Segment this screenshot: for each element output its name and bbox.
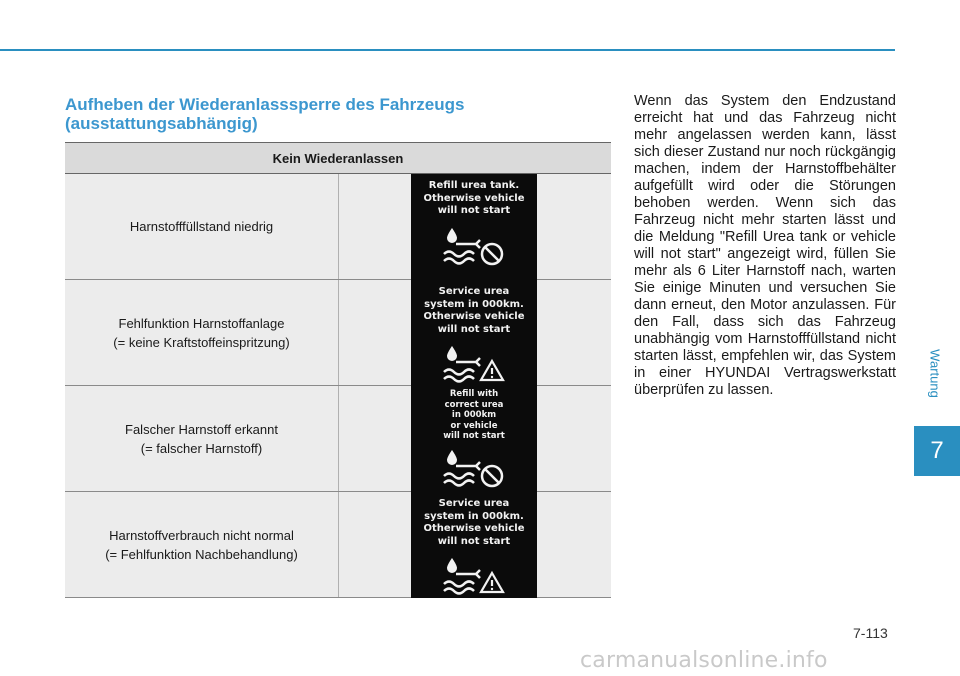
display-message-line: will not start bbox=[437, 535, 511, 547]
cluster-message-cell bbox=[339, 280, 612, 386]
display-message-line: correct urea bbox=[444, 399, 504, 410]
urea-no-start-icon bbox=[442, 446, 506, 490]
display-message-line: Otherwise vehicle bbox=[423, 192, 525, 204]
display-message-line: system in 000km. bbox=[424, 298, 524, 310]
display-message-line: Otherwise vehicle bbox=[423, 523, 525, 534]
display-message-line: system in 000km. bbox=[424, 510, 524, 522]
watermark: carmanualsonline.info bbox=[580, 648, 828, 673]
urea-warning-icon bbox=[442, 342, 506, 386]
cluster-display bbox=[411, 386, 537, 492]
body-paragraph: Wenn das System den Endzustand erreicht hat und das Fahrzeug nicht mehr angelassen werden kann, lässt sich dieser Zustand nur noch rückgängig machen, indem der Harnstoffbehälter aufgefüllt wird oder die Störungen behoben werden. Wenn sich das Fahrzeug nicht mehr starten lässt und die Meldung "Refill Urea tank or vehicle will not start" angezeigt wird, füllen Sie mehr als 6 Liter Harnstoff nach, warten Sie einige Minuten und versuchen Sie dann erneut, den Motor anzulassen. Für den Fall, dass sich das Fahrzeug unabhängig vom Harnstofffüllstand nicht starten lässt, empfehlen wir, das System in einer HYUNDAI Vertragswerkstatt überprüfen zu lassen. bbox=[634, 93, 896, 398]
condition-description: Harnstoffverbrauch nicht normal (= Fehlfunktion Nachbehandlung) bbox=[65, 492, 339, 598]
page-number: 7-113 bbox=[853, 625, 888, 641]
cluster-message-cell bbox=[339, 174, 612, 280]
table-header: Kein Wiederanlassen bbox=[65, 143, 611, 174]
display-message-line: in 000km bbox=[451, 410, 497, 420]
no-restart-table bbox=[65, 142, 611, 598]
urea-warning-icon bbox=[442, 554, 506, 598]
condition-description: Harnstofffüllstand niedrig bbox=[65, 174, 339, 280]
condition-description: Fehlfunktion Harnstoffanlage (= keine Kraftstoffeinspritzung) bbox=[65, 280, 339, 386]
display-message-line: Service urea bbox=[438, 286, 510, 297]
urea-no-start-icon bbox=[442, 224, 506, 268]
display-message-line: will not start bbox=[437, 323, 511, 335]
display-message-line: Refill with bbox=[449, 389, 499, 399]
display-message-line: Refill urea tank. bbox=[428, 180, 520, 191]
cluster-message-cell bbox=[339, 386, 612, 492]
cluster-display bbox=[411, 174, 537, 280]
chapter-side-label: Wartung bbox=[927, 349, 943, 398]
cluster-display bbox=[411, 280, 537, 386]
display-message-line: will not start bbox=[437, 205, 511, 216]
table-row bbox=[65, 386, 611, 492]
display-message-line: or vehicle bbox=[450, 420, 498, 431]
section-title: Aufheben der Wiederanlasssperre des Fahrzeugs (ausstattungsabhängig) bbox=[65, 95, 465, 133]
condition-description: Falscher Harnstoff erkannt (= falscher Harnstoff) bbox=[65, 386, 339, 492]
cluster-display bbox=[411, 492, 537, 598]
display-message-line: Service urea bbox=[438, 498, 510, 509]
cluster-message-cell bbox=[339, 492, 612, 598]
display-message-line: Otherwise vehicle bbox=[423, 311, 525, 322]
table-row bbox=[65, 280, 611, 386]
top-rule bbox=[0, 49, 895, 51]
table-row bbox=[65, 174, 611, 280]
table-row bbox=[65, 492, 611, 598]
display-message-line: will not start bbox=[443, 431, 505, 441]
chapter-number-tab: 7 bbox=[914, 426, 960, 476]
